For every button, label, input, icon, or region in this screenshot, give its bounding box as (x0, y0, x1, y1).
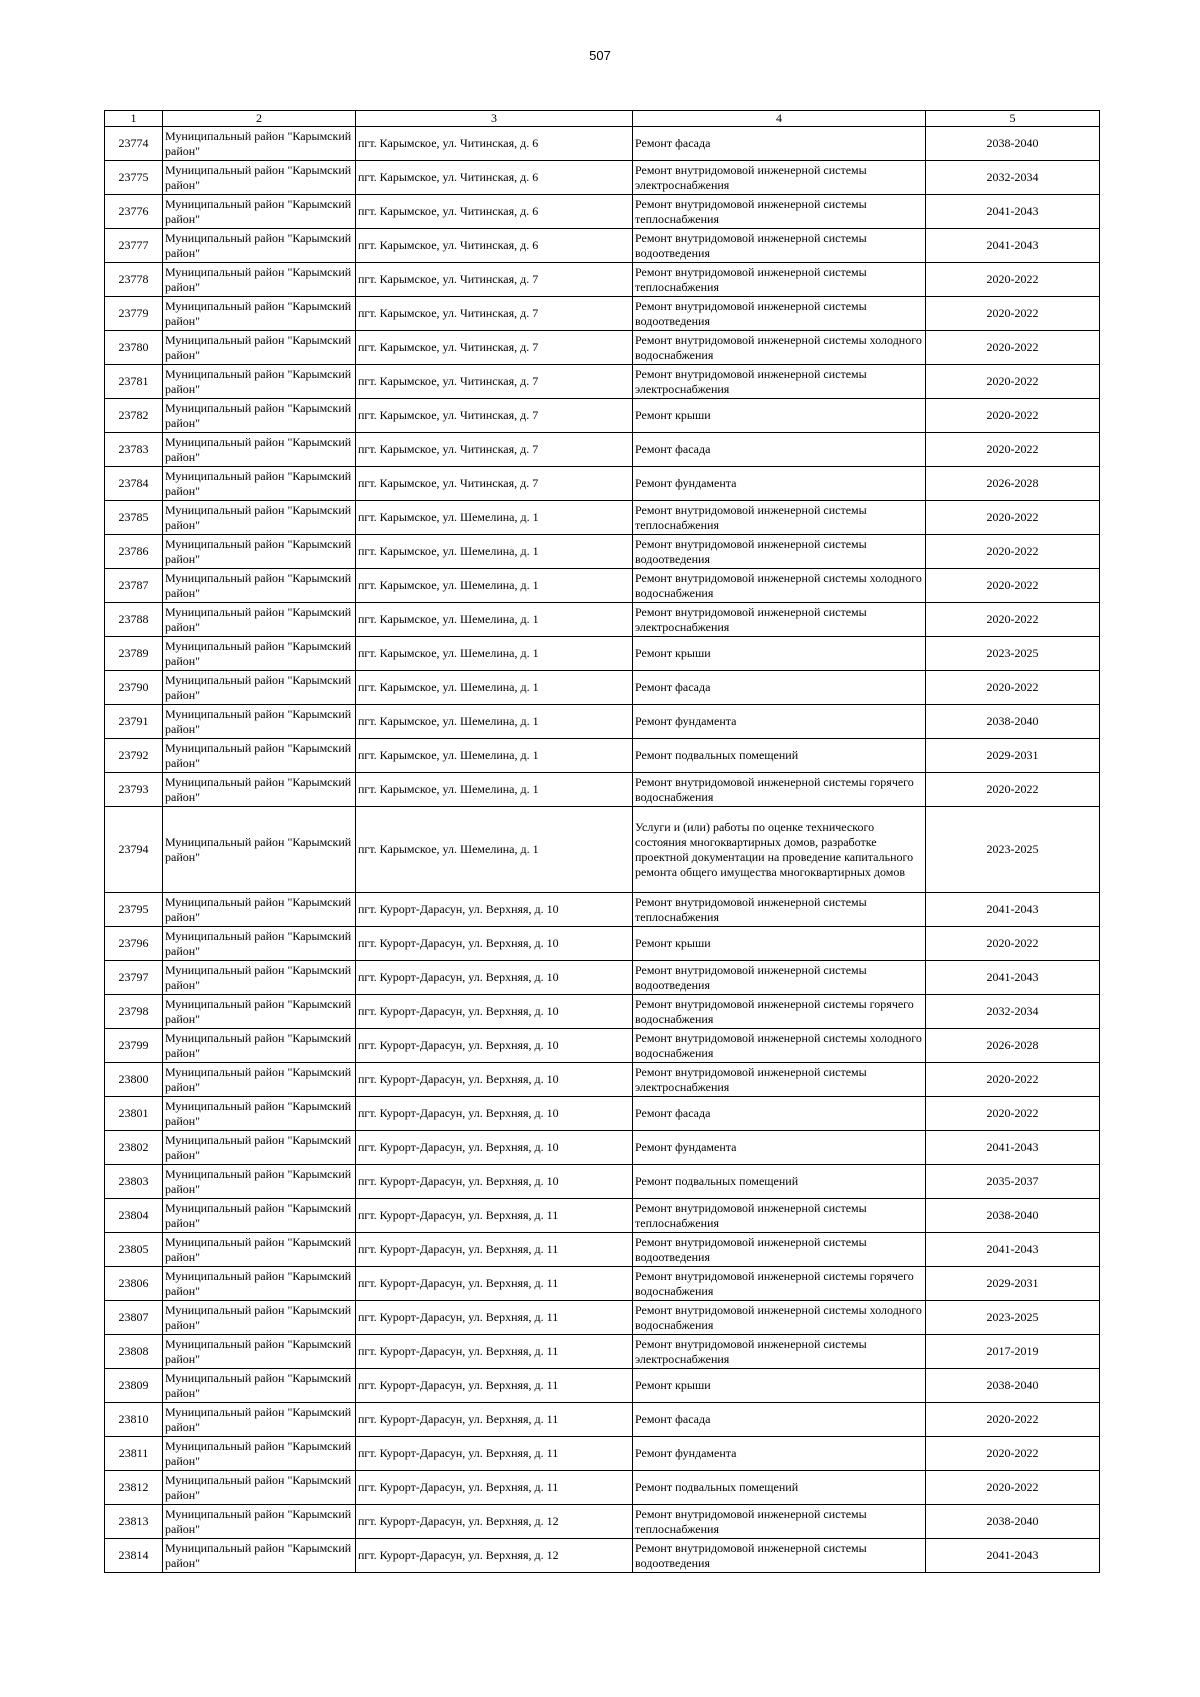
table-row (105, 1505, 1100, 1539)
work-type-cell: Ремонт внутридомовой инженерной системы электроснабжения (633, 365, 926, 399)
row-number: 23787 (105, 569, 163, 603)
work-type-cell: Ремонт внутридомовой инженерной системы электроснабжения (633, 1335, 926, 1369)
period-cell: 2020-2022 (926, 501, 1100, 535)
work-type-cell: Ремонт фасада (633, 1403, 926, 1437)
address-cell: пгт. Курорт-Дарасун, ул. Верхняя, д. 11 (356, 1471, 633, 1505)
row-number: 23785 (105, 501, 163, 535)
municipality-cell: Муниципальный район "Карымский район" (163, 331, 356, 365)
municipality-cell: Муниципальный район "Карымский район" (163, 705, 356, 739)
municipality-cell: Муниципальный район "Карымский район" (163, 229, 356, 263)
column-header-3: 3 (356, 111, 633, 127)
address-cell: пгт. Карымское, ул. Шемелина, д. 1 (356, 671, 633, 705)
municipality-cell: Муниципальный район "Карымский район" (163, 1301, 356, 1335)
table-row (105, 433, 1100, 467)
period-cell: 2020-2022 (926, 1437, 1100, 1471)
column-header-5: 5 (926, 111, 1100, 127)
row-number: 23788 (105, 603, 163, 637)
table-row (105, 127, 1100, 161)
table-row (105, 1471, 1100, 1505)
table-row (105, 1029, 1100, 1063)
table-row (105, 229, 1100, 263)
page-number: 507 (589, 48, 611, 63)
row-number: 23795 (105, 893, 163, 927)
row-number: 23777 (105, 229, 163, 263)
address-cell: пгт. Карымское, ул. Читинская, д. 7 (356, 399, 633, 433)
municipality-cell: Муниципальный район "Карымский район" (163, 603, 356, 637)
period-cell: 2020-2022 (926, 365, 1100, 399)
period-cell: 2032-2034 (926, 161, 1100, 195)
work-type-cell: Ремонт фундамента (633, 705, 926, 739)
municipality-cell: Муниципальный район "Карымский район" (163, 1437, 356, 1471)
row-number: 23813 (105, 1505, 163, 1539)
period-cell: 2041-2043 (926, 1233, 1100, 1267)
municipality-cell: Муниципальный район "Карымский район" (163, 995, 356, 1029)
period-cell: 2020-2022 (926, 773, 1100, 807)
work-type-cell: Ремонт внутридомовой инженерной системы теплоснабжения (633, 501, 926, 535)
table-row (105, 671, 1100, 705)
row-number: 23800 (105, 1063, 163, 1097)
work-type-cell: Ремонт внутридомовой инженерной системы горячего водоснабжения (633, 1267, 926, 1301)
work-type-cell: Ремонт подвальных помещений (633, 1471, 926, 1505)
address-cell: пгт. Карымское, ул. Шемелина, д. 1 (356, 603, 633, 637)
table-row (105, 995, 1100, 1029)
address-cell: пгт. Карымское, ул. Читинская, д. 6 (356, 195, 633, 229)
municipality-cell: Муниципальный район "Карымский район" (163, 739, 356, 773)
work-type-cell: Ремонт крыши (633, 399, 926, 433)
row-number: 23796 (105, 927, 163, 961)
municipality-cell: Муниципальный район "Карымский район" (163, 1267, 356, 1301)
table-row (105, 1539, 1100, 1573)
municipality-cell: Муниципальный район "Карымский район" (163, 1063, 356, 1097)
municipality-cell: Муниципальный район "Карымский район" (163, 467, 356, 501)
row-number: 23802 (105, 1131, 163, 1165)
address-cell: пгт. Курорт-Дарасун, ул. Верхняя, д. 10 (356, 961, 633, 995)
address-cell: пгт. Курорт-Дарасун, ул. Верхняя, д. 11 (356, 1403, 633, 1437)
table-row (105, 195, 1100, 229)
work-type-cell: Ремонт внутридомовой инженерной системы водоотведения (633, 229, 926, 263)
address-cell: пгт. Курорт-Дарасун, ул. Верхняя, д. 12 (356, 1505, 633, 1539)
period-cell: 2038-2040 (926, 1505, 1100, 1539)
table-body (105, 127, 1100, 1573)
municipality-cell: Муниципальный район "Карымский район" (163, 1403, 356, 1437)
period-cell: 2038-2040 (926, 1369, 1100, 1403)
table-row (105, 1267, 1100, 1301)
municipality-cell: Муниципальный район "Карымский район" (163, 1131, 356, 1165)
table-row (105, 773, 1100, 807)
work-type-cell: Ремонт фасада (633, 671, 926, 705)
municipality-cell: Муниципальный район "Карымский район" (163, 1539, 356, 1573)
municipality-cell: Муниципальный район "Карымский район" (163, 961, 356, 995)
table-row (105, 365, 1100, 399)
row-number: 23809 (105, 1369, 163, 1403)
municipality-cell: Муниципальный район "Карымский район" (163, 1335, 356, 1369)
work-type-cell: Ремонт фундамента (633, 1437, 926, 1471)
table-row (105, 399, 1100, 433)
period-cell: 2020-2022 (926, 535, 1100, 569)
table-row (105, 637, 1100, 671)
table-row (105, 297, 1100, 331)
work-type-cell: Ремонт фасада (633, 433, 926, 467)
municipality-cell: Муниципальный район "Карымский район" (163, 399, 356, 433)
table-row (105, 927, 1100, 961)
municipality-cell: Муниципальный район "Карымский район" (163, 773, 356, 807)
municipality-cell: Муниципальный район "Карымский район" (163, 1471, 356, 1505)
address-cell: пгт. Карымское, ул. Читинская, д. 6 (356, 229, 633, 263)
municipality-cell: Муниципальный район "Карымский район" (163, 127, 356, 161)
address-cell: пгт. Курорт-Дарасун, ул. Верхняя, д. 11 (356, 1437, 633, 1471)
address-cell: пгт. Карымское, ул. Шемелина, д. 1 (356, 637, 633, 671)
table-row (105, 1063, 1100, 1097)
row-number: 23778 (105, 263, 163, 297)
address-cell: пгт. Карымское, ул. Читинская, д. 6 (356, 127, 633, 161)
row-number: 23782 (105, 399, 163, 433)
municipality-cell: Муниципальный район "Карымский район" (163, 1505, 356, 1539)
work-type-cell: Ремонт внутридомовой инженерной системы электроснабжения (633, 1063, 926, 1097)
row-number: 23801 (105, 1097, 163, 1131)
work-type-cell: Ремонт внутридомовой инженерной системы теплоснабжения (633, 263, 926, 297)
row-number: 23781 (105, 365, 163, 399)
row-number: 23789 (105, 637, 163, 671)
municipality-cell: Муниципальный район "Карымский район" (163, 1199, 356, 1233)
row-number: 23806 (105, 1267, 163, 1301)
table-row (105, 739, 1100, 773)
municipality-cell: Муниципальный район "Карымский район" (163, 297, 356, 331)
period-cell: 2023-2025 (926, 807, 1100, 893)
table-row (105, 1369, 1100, 1403)
period-cell: 2017-2019 (926, 1335, 1100, 1369)
work-type-cell: Ремонт фундамента (633, 467, 926, 501)
municipality-cell: Муниципальный район "Карымский район" (163, 501, 356, 535)
table-row (105, 1097, 1100, 1131)
period-cell: 2020-2022 (926, 297, 1100, 331)
work-type-cell: Ремонт внутридомовой инженерной системы водоотведения (633, 1233, 926, 1267)
row-number: 23791 (105, 705, 163, 739)
address-cell: пгт. Карымское, ул. Шемелина, д. 1 (356, 773, 633, 807)
row-number: 23780 (105, 331, 163, 365)
table-row (105, 1233, 1100, 1267)
municipality-cell: Муниципальный район "Карымский район" (163, 535, 356, 569)
table-row (105, 1165, 1100, 1199)
address-cell: пгт. Карымское, ул. Шемелина, д. 1 (356, 569, 633, 603)
work-type-cell: Ремонт внутридомовой инженерной системы водоотведения (633, 961, 926, 995)
period-cell: 2041-2043 (926, 229, 1100, 263)
period-cell: 2038-2040 (926, 127, 1100, 161)
period-cell: 2029-2031 (926, 1267, 1100, 1301)
row-number: 23794 (105, 807, 163, 893)
address-cell: пгт. Курорт-Дарасун, ул. Верхняя, д. 11 (356, 1369, 633, 1403)
work-type-cell: Ремонт внутридомовой инженерной системы теплоснабжения (633, 893, 926, 927)
work-type-cell: Ремонт внутридомовой инженерной системы водоотведения (633, 535, 926, 569)
work-type-cell: Ремонт внутридомовой инженерной системы теплоснабжения (633, 195, 926, 229)
municipality-cell: Муниципальный район "Карымский район" (163, 671, 356, 705)
table-row (105, 705, 1100, 739)
municipality-cell: Муниципальный район "Карымский район" (163, 1233, 356, 1267)
table-row (105, 161, 1100, 195)
address-cell: пгт. Курорт-Дарасун, ул. Верхняя, д. 10 (356, 1029, 633, 1063)
table-row (105, 1131, 1100, 1165)
table-row (105, 961, 1100, 995)
period-cell: 2020-2022 (926, 671, 1100, 705)
period-cell: 2020-2022 (926, 1097, 1100, 1131)
table-row (105, 467, 1100, 501)
address-cell: пгт. Карымское, ул. Шемелина, д. 1 (356, 705, 633, 739)
period-cell: 2020-2022 (926, 1403, 1100, 1437)
work-type-cell: Ремонт внутридомовой инженерной системы электроснабжения (633, 603, 926, 637)
address-cell: пгт. Курорт-Дарасун, ул. Верхняя, д. 11 (356, 1199, 633, 1233)
work-type-cell: Ремонт подвальных помещений (633, 1165, 926, 1199)
row-number: 23798 (105, 995, 163, 1029)
repair-schedule-table (104, 110, 1100, 1573)
address-cell: пгт. Карымское, ул. Шемелина, д. 1 (356, 807, 633, 893)
row-number: 23776 (105, 195, 163, 229)
column-header-1: 1 (105, 111, 163, 127)
address-cell: пгт. Карымское, ул. Читинская, д. 7 (356, 331, 633, 365)
municipality-cell: Муниципальный район "Карымский район" (163, 195, 356, 229)
work-type-cell: Ремонт внутридомовой инженерной системы водоотведения (633, 1539, 926, 1573)
row-number: 23797 (105, 961, 163, 995)
address-cell: пгт. Курорт-Дарасун, ул. Верхняя, д. 12 (356, 1539, 633, 1573)
work-type-cell: Ремонт крыши (633, 1369, 926, 1403)
address-cell: пгт. Курорт-Дарасун, ул. Верхняя, д. 10 (356, 995, 633, 1029)
address-cell: пгт. Курорт-Дарасун, ул. Верхняя, д. 10 (356, 927, 633, 961)
work-type-cell: Ремонт внутридомовой инженерной системы горячего водоснабжения (633, 773, 926, 807)
table-row (105, 331, 1100, 365)
municipality-cell: Муниципальный район "Карымский район" (163, 569, 356, 603)
address-cell: пгт. Карымское, ул. Читинская, д. 7 (356, 433, 633, 467)
table-row (105, 569, 1100, 603)
address-cell: пгт. Курорт-Дарасун, ул. Верхняя, д. 11 (356, 1267, 633, 1301)
municipality-cell: Муниципальный район "Карымский район" (163, 1369, 356, 1403)
row-number: 23803 (105, 1165, 163, 1199)
period-cell: 2041-2043 (926, 1539, 1100, 1573)
work-type-cell: Ремонт внутридомовой инженерной системы холодного водоснабжения (633, 331, 926, 365)
work-type-cell: Ремонт крыши (633, 637, 926, 671)
address-cell: пгт. Курорт-Дарасун, ул. Верхняя, д. 11 (356, 1335, 633, 1369)
row-number: 23793 (105, 773, 163, 807)
period-cell: 2041-2043 (926, 195, 1100, 229)
row-number: 23775 (105, 161, 163, 195)
period-cell: 2035-2037 (926, 1165, 1100, 1199)
period-cell: 2041-2043 (926, 893, 1100, 927)
municipality-cell: Муниципальный район "Карымский район" (163, 807, 356, 893)
work-type-cell: Ремонт фасада (633, 1097, 926, 1131)
period-cell: 2023-2025 (926, 637, 1100, 671)
column-header-4: 4 (633, 111, 926, 127)
table-row (105, 1199, 1100, 1233)
table-row (105, 1437, 1100, 1471)
row-number: 23812 (105, 1471, 163, 1505)
address-cell: пгт. Карымское, ул. Читинская, д. 7 (356, 297, 633, 331)
address-cell: пгт. Карымское, ул. Читинская, д. 7 (356, 263, 633, 297)
address-cell: пгт. Карымское, ул. Шемелина, д. 1 (356, 535, 633, 569)
row-number: 23811 (105, 1437, 163, 1471)
address-cell: пгт. Карымское, ул. Читинская, д. 7 (356, 467, 633, 501)
work-type-cell: Ремонт фасада (633, 127, 926, 161)
period-cell: 2020-2022 (926, 1471, 1100, 1505)
address-cell: пгт. Карымское, ул. Читинская, д. 6 (356, 161, 633, 195)
period-cell: 2032-2034 (926, 995, 1100, 1029)
row-number: 23810 (105, 1403, 163, 1437)
table-header-row (105, 111, 1100, 127)
period-cell: 2038-2040 (926, 1199, 1100, 1233)
municipality-cell: Муниципальный район "Карымский район" (163, 637, 356, 671)
row-number: 23790 (105, 671, 163, 705)
row-number: 23784 (105, 467, 163, 501)
municipality-cell: Муниципальный район "Карымский район" (163, 263, 356, 297)
work-type-cell: Ремонт фундамента (633, 1131, 926, 1165)
municipality-cell: Муниципальный район "Карымский район" (163, 365, 356, 399)
address-cell: пгт. Курорт-Дарасун, ул. Верхняя, д. 10 (356, 1063, 633, 1097)
table-row (105, 1301, 1100, 1335)
row-number: 23774 (105, 127, 163, 161)
address-cell: пгт. Карымское, ул. Шемелина, д. 1 (356, 501, 633, 535)
municipality-cell: Муниципальный район "Карымский район" (163, 1165, 356, 1199)
work-type-cell: Ремонт крыши (633, 927, 926, 961)
municipality-cell: Муниципальный район "Карымский район" (163, 893, 356, 927)
row-number: 23804 (105, 1199, 163, 1233)
address-cell: пгт. Курорт-Дарасун, ул. Верхняя, д. 10 (356, 1131, 633, 1165)
table-row (105, 807, 1100, 893)
address-cell: пгт. Курорт-Дарасун, ул. Верхняя, д. 11 (356, 1233, 633, 1267)
row-number: 23808 (105, 1335, 163, 1369)
period-cell: 2020-2022 (926, 399, 1100, 433)
period-cell: 2041-2043 (926, 961, 1100, 995)
period-cell: 2020-2022 (926, 603, 1100, 637)
table-row (105, 1403, 1100, 1437)
period-cell: 2020-2022 (926, 927, 1100, 961)
period-cell: 2023-2025 (926, 1301, 1100, 1335)
row-number: 23792 (105, 739, 163, 773)
period-cell: 2029-2031 (926, 739, 1100, 773)
address-cell: пгт. Курорт-Дарасун, ул. Верхняя, д. 10 (356, 1097, 633, 1131)
table-row (105, 1335, 1100, 1369)
address-cell: пгт. Курорт-Дарасун, ул. Верхняя, д. 11 (356, 1301, 633, 1335)
period-cell: 2020-2022 (926, 569, 1100, 603)
row-number: 23786 (105, 535, 163, 569)
period-cell: 2026-2028 (926, 1029, 1100, 1063)
work-type-cell: Ремонт внутридомовой инженерной системы холодного водоснабжения (633, 569, 926, 603)
address-cell: пгт. Карымское, ул. Читинская, д. 7 (356, 365, 633, 399)
row-number: 23799 (105, 1029, 163, 1063)
municipality-cell: Муниципальный район "Карымский район" (163, 433, 356, 467)
period-cell: 2026-2028 (926, 467, 1100, 501)
work-type-cell: Ремонт внутридомовой инженерной системы водоотведения (633, 297, 926, 331)
period-cell: 2038-2040 (926, 705, 1100, 739)
work-type-cell: Ремонт внутридомовой инженерной системы холодного водоснабжения (633, 1029, 926, 1063)
row-number: 23779 (105, 297, 163, 331)
address-cell: пгт. Карымское, ул. Шемелина, д. 1 (356, 739, 633, 773)
period-cell: 2020-2022 (926, 263, 1100, 297)
row-number: 23783 (105, 433, 163, 467)
work-type-cell: Ремонт подвальных помещений (633, 739, 926, 773)
table-row (105, 893, 1100, 927)
period-cell: 2020-2022 (926, 1063, 1100, 1097)
work-type-cell: Ремонт внутридомовой инженерной системы холодного водоснабжения (633, 1301, 926, 1335)
period-cell: 2041-2043 (926, 1131, 1100, 1165)
table-row (105, 501, 1100, 535)
address-cell: пгт. Курорт-Дарасун, ул. Верхняя, д. 10 (356, 893, 633, 927)
column-header-2: 2 (163, 111, 356, 127)
table-row (105, 535, 1100, 569)
work-type-cell: Ремонт внутридомовой инженерной системы теплоснабжения (633, 1199, 926, 1233)
work-type-cell: Ремонт внутридомовой инженерной системы горячего водоснабжения (633, 995, 926, 1029)
table-row (105, 603, 1100, 637)
municipality-cell: Муниципальный район "Карымский район" (163, 1097, 356, 1131)
work-type-cell: Ремонт внутридомовой инженерной системы электроснабжения (633, 161, 926, 195)
period-cell: 2020-2022 (926, 433, 1100, 467)
municipality-cell: Муниципальный район "Карымский район" (163, 1029, 356, 1063)
row-number: 23807 (105, 1301, 163, 1335)
address-cell: пгт. Курорт-Дарасун, ул. Верхняя, д. 10 (356, 1165, 633, 1199)
period-cell: 2020-2022 (926, 331, 1100, 365)
row-number: 23814 (105, 1539, 163, 1573)
table-row (105, 263, 1100, 297)
municipality-cell: Муниципальный район "Карымский район" (163, 161, 356, 195)
work-type-cell: Ремонт внутридомовой инженерной системы теплоснабжения (633, 1505, 926, 1539)
row-number: 23805 (105, 1233, 163, 1267)
work-type-cell: Услуги и (или) работы по оценке технического состояния многоквартирных домов, разработке проектной документации на проведение капитального ремонта общего имущества многоквартирных домов (633, 807, 926, 893)
municipality-cell: Муниципальный район "Карымский район" (163, 927, 356, 961)
